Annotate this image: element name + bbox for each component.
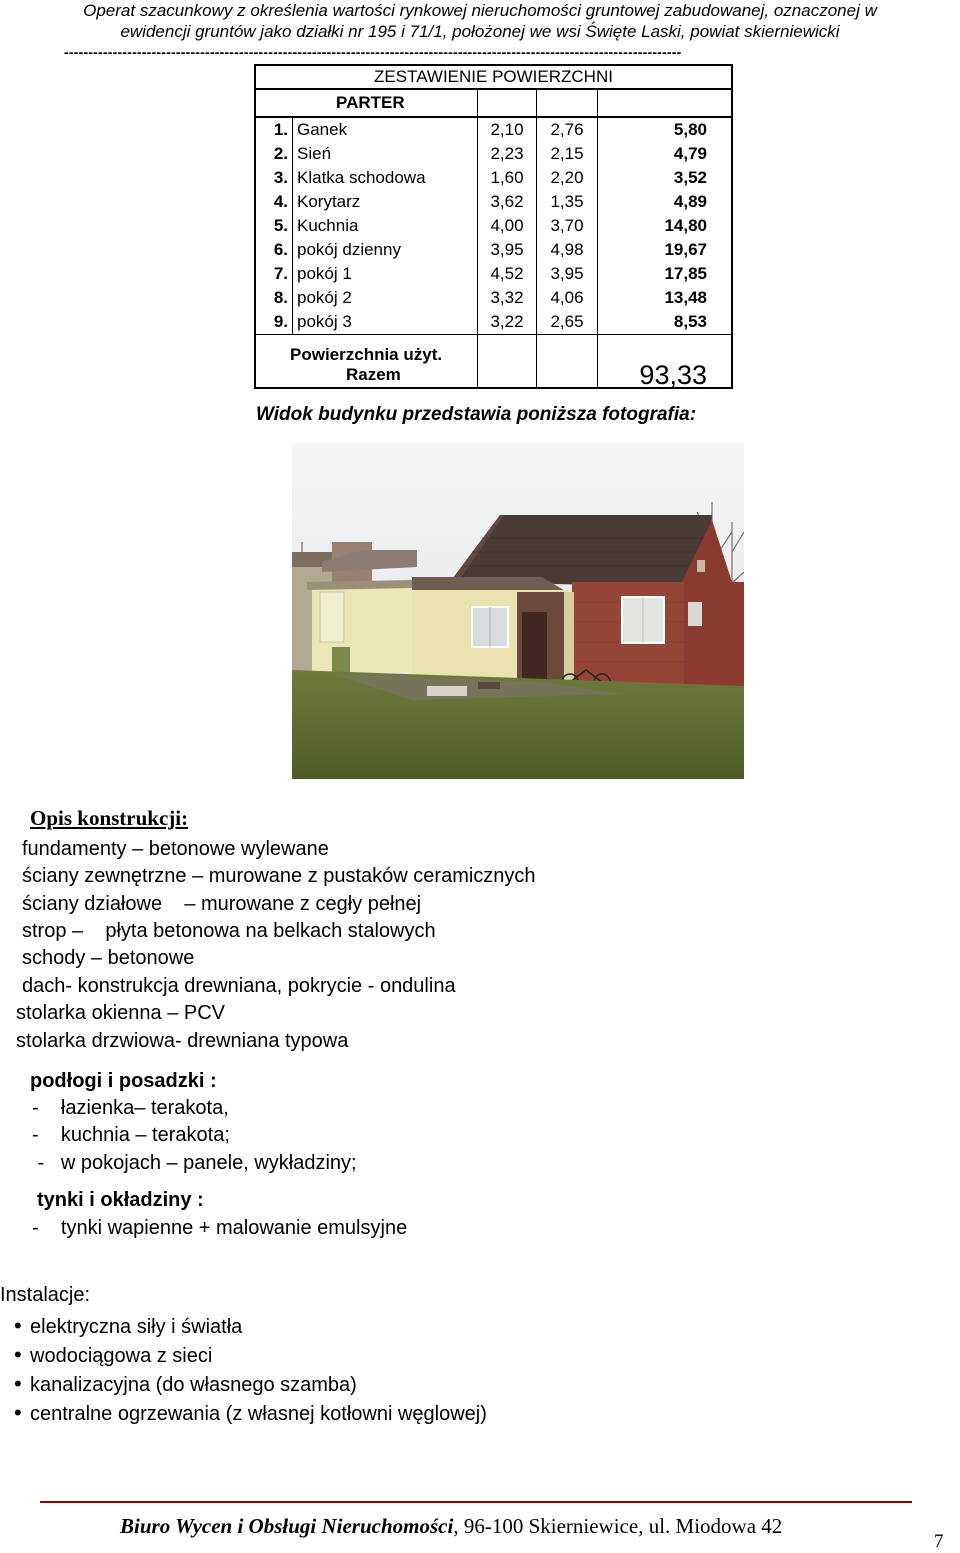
construction-title: Opis konstrukcji:	[30, 806, 189, 830]
dimension-b: 2,15	[537, 142, 598, 166]
installations-title: Instalacje:	[0, 1284, 91, 1306]
section-row	[255, 89, 732, 117]
construction-line: ściany zewnętrzne – murowane z pustaków ceramicznych	[22, 865, 536, 887]
construction-line: strop – płyta betonowa na belkach stalowych	[22, 920, 436, 942]
footer-rule	[40, 1501, 912, 1503]
dimension-b: 4,98	[537, 238, 598, 262]
room-area: 5,80	[598, 117, 733, 142]
document-header-line-1: Operat szacunkowy z określenia wartości rynkowej nieruchomości gruntowej zabudowanej, oznaczonej w	[83, 1, 877, 20]
dimension-b: 1,35	[537, 190, 598, 214]
table-row	[255, 214, 732, 238]
room-area: 13,48	[598, 286, 733, 310]
total-label-line-1: Powierzchnia użyt.	[290, 345, 443, 364]
table-title: ZESTAWIENIE POWIERZCHNI	[255, 65, 732, 89]
floors-item: - łazienka– terakota,	[32, 1097, 229, 1119]
table-row	[255, 310, 732, 335]
construction-line: schody – betonowe	[22, 947, 195, 969]
room-name: Kuchnia	[293, 214, 478, 238]
page-number: 7	[934, 1531, 944, 1552]
room-area: 8,53	[598, 310, 733, 335]
photo-caption: Widok budynku przedstawia poniższa fotografia:	[256, 404, 697, 425]
plaster-item: - tynki wapienne + malowanie emulsyjne	[32, 1217, 408, 1239]
room-area: 4,89	[598, 190, 733, 214]
table-row	[255, 238, 732, 262]
floors-item: - w pokojach – panele, wykładziny;	[32, 1152, 357, 1174]
row-number: 7.	[255, 262, 293, 286]
room-name: Sień	[293, 142, 478, 166]
floors-item: - kuchnia – terakota;	[32, 1124, 230, 1146]
total-row	[255, 335, 732, 389]
room-area: 19,67	[598, 238, 733, 262]
total-label-line-2: Razem	[346, 365, 401, 384]
dimension-a: 3,95	[478, 238, 537, 262]
dimension-a: 3,62	[478, 190, 537, 214]
dimension-a: 3,22	[478, 310, 537, 335]
construction-line: dach- konstrukcja drewniana, pokrycie - ondulina	[22, 975, 456, 997]
table-row	[255, 117, 732, 142]
room-name: Klatka schodowa	[293, 166, 478, 190]
document-header-line-2: ewidencji gruntów jako działki nr 195 i 71/1, położonej we wsi Święte Laski, powiat skierniewicki	[120, 22, 840, 41]
dimension-b: 2,65	[537, 310, 598, 335]
room-name: pokój dzienny	[293, 238, 478, 262]
room-area: 4,79	[598, 142, 733, 166]
dimension-a: 4,00	[478, 214, 537, 238]
dimension-b: 3,95	[537, 262, 598, 286]
construction-line: fundamenty – betonowe wylewane	[22, 838, 329, 860]
table-row	[255, 286, 732, 310]
header-dashed-rule: -------------------------------------------------------------------------------------------------------------------------------	[64, 44, 682, 60]
row-number: 1.	[255, 117, 293, 142]
floors-title: podłogi i posadzki :	[30, 1070, 217, 1092]
installation-item: • centralne ogrzewania (z własnej kotłowni węglowej)	[14, 1400, 487, 1426]
row-number: 5.	[255, 214, 293, 238]
footer-address: , 96-100 Skierniewice, ul. Miodowa 42	[453, 1514, 783, 1538]
construction-line: stolarka okienna – PCV	[16, 1002, 226, 1024]
room-area: 17,85	[598, 262, 733, 286]
construction-line: ściany działowe – murowane z cegły pełnej	[22, 893, 422, 915]
dimension-a: 1,60	[478, 166, 537, 190]
room-area: 3,52	[598, 166, 733, 190]
dimension-b: 4,06	[537, 286, 598, 310]
dimension-a: 4,52	[478, 262, 537, 286]
footer	[120, 1514, 782, 1539]
dimension-a: 3,32	[478, 286, 537, 310]
dimension-a: 2,10	[478, 117, 537, 142]
footer-company: Biuro Wycen i Obsługi Nieruchomości	[120, 1514, 454, 1538]
room-name: Ganek	[293, 117, 478, 142]
dimension-a: 2,23	[478, 142, 537, 166]
row-number: 3.	[255, 166, 293, 190]
total-value: 93,33	[598, 335, 733, 389]
table-row	[255, 142, 732, 166]
installation-item: • elektryczna siły i światła	[14, 1313, 242, 1339]
installation-item: • wodociągowa z sieci	[14, 1342, 212, 1368]
room-name: pokój 2	[293, 286, 478, 310]
room-name: pokój 3	[293, 310, 478, 335]
construction-line: stolarka drzwiowa- drewniana typowa	[16, 1030, 349, 1052]
dimension-b: 2,20	[537, 166, 598, 190]
row-number: 9.	[255, 310, 293, 335]
table-row	[255, 166, 732, 190]
installation-item: • kanalizacyjna (do własnego szamba)	[14, 1371, 357, 1397]
table-row	[255, 190, 732, 214]
room-name: pokój 1	[293, 262, 478, 286]
plaster-title: tynki i okładziny :	[37, 1189, 204, 1211]
row-number: 2.	[255, 142, 293, 166]
row-number: 4.	[255, 190, 293, 214]
total-label	[255, 335, 478, 389]
room-area: 14,80	[598, 214, 733, 238]
area-summary-table	[254, 64, 733, 389]
section-label: PARTER	[255, 89, 478, 117]
row-number: 6.	[255, 238, 293, 262]
row-number: 8.	[255, 286, 293, 310]
building-photo	[292, 442, 744, 779]
table-row	[255, 262, 732, 286]
dimension-b: 3,70	[537, 214, 598, 238]
dimension-b: 2,76	[537, 117, 598, 142]
room-name: Korytarz	[293, 190, 478, 214]
